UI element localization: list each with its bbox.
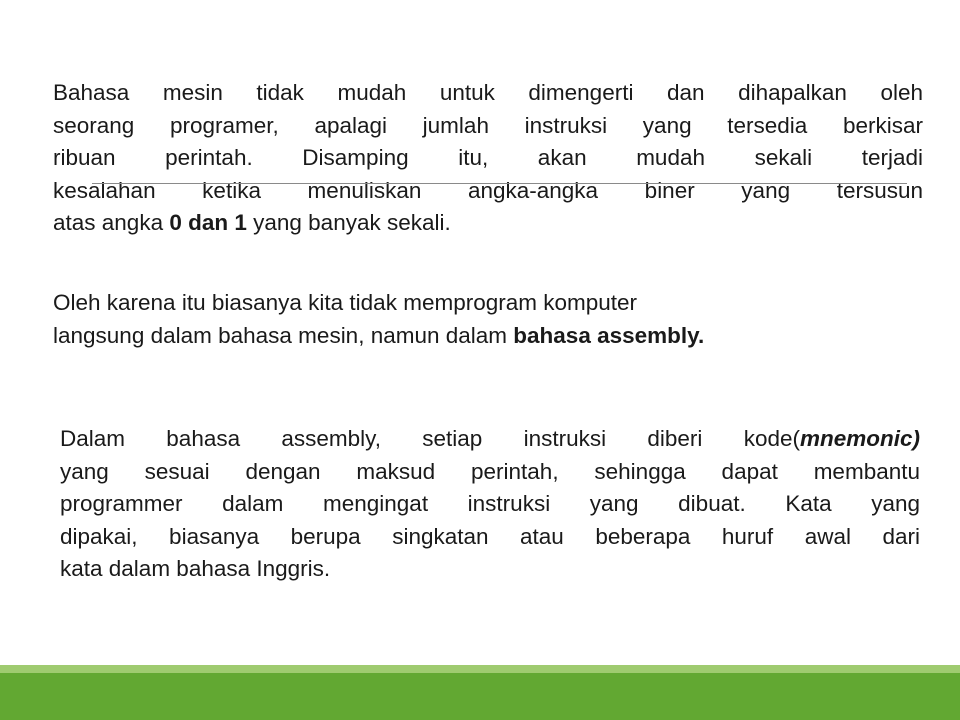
paragraph-machine-language: [53, 77, 923, 240]
divider-line: [92, 183, 907, 184]
paragraph-line: ribuan perintah. Disamping itu, akan mudah sekali terjadi: [53, 145, 923, 170]
text-run: langsung dalam bahasa mesin, namun dalam: [53, 322, 514, 348]
bold-binary-digits: 0 dan 1: [169, 210, 247, 235]
bold-assembly-term: bahasa assembly.: [513, 322, 705, 348]
paragraph-line: kesalahan ketika menuliskan angka-angka biner yang tersusun: [53, 177, 923, 203]
italic-mnemonic: mnemonic): [799, 426, 920, 451]
paragraph-line: seorang programer, apalagi jumlah instruksi yang tersedia berkisar: [53, 112, 923, 138]
paragraph-mnemonic: [60, 423, 920, 586]
text-run: atas angka: [53, 210, 170, 235]
paragraph-line: [60, 423, 920, 456]
paragraph-line: [53, 320, 923, 353]
bold-italic-mnemonic: [800, 426, 920, 451]
paragraph-line: yang sesuai dengan maksud perintah, sehingga dapat membantu: [60, 458, 920, 484]
paragraph-line: programmer dalam mengingat instruksi yang dibuat. Kata yang: [60, 491, 920, 516]
text-run: yang banyak sekali.: [246, 210, 451, 235]
paragraph-line: kata dalam bahasa Inggris.: [60, 556, 331, 581]
footer-accent-strip: [0, 665, 960, 673]
paragraph-line: Oleh karena itu biasanya kita tidak memprogram komputer: [53, 290, 638, 315]
footer-bar: [0, 673, 960, 720]
paragraph-assembly-intro: [53, 287, 923, 352]
paragraph-line: dipakai, biasanya berupa singkatan atau beberapa huruf awal dari: [60, 523, 920, 549]
text-run: Dalam bahasa assembly, setiap instruksi diberi kode(: [60, 426, 800, 451]
paragraph-line: Bahasa mesin tidak mudah untuk dimengerti dan dihapalkan oleh: [53, 80, 923, 105]
paragraph-line: [53, 207, 923, 240]
